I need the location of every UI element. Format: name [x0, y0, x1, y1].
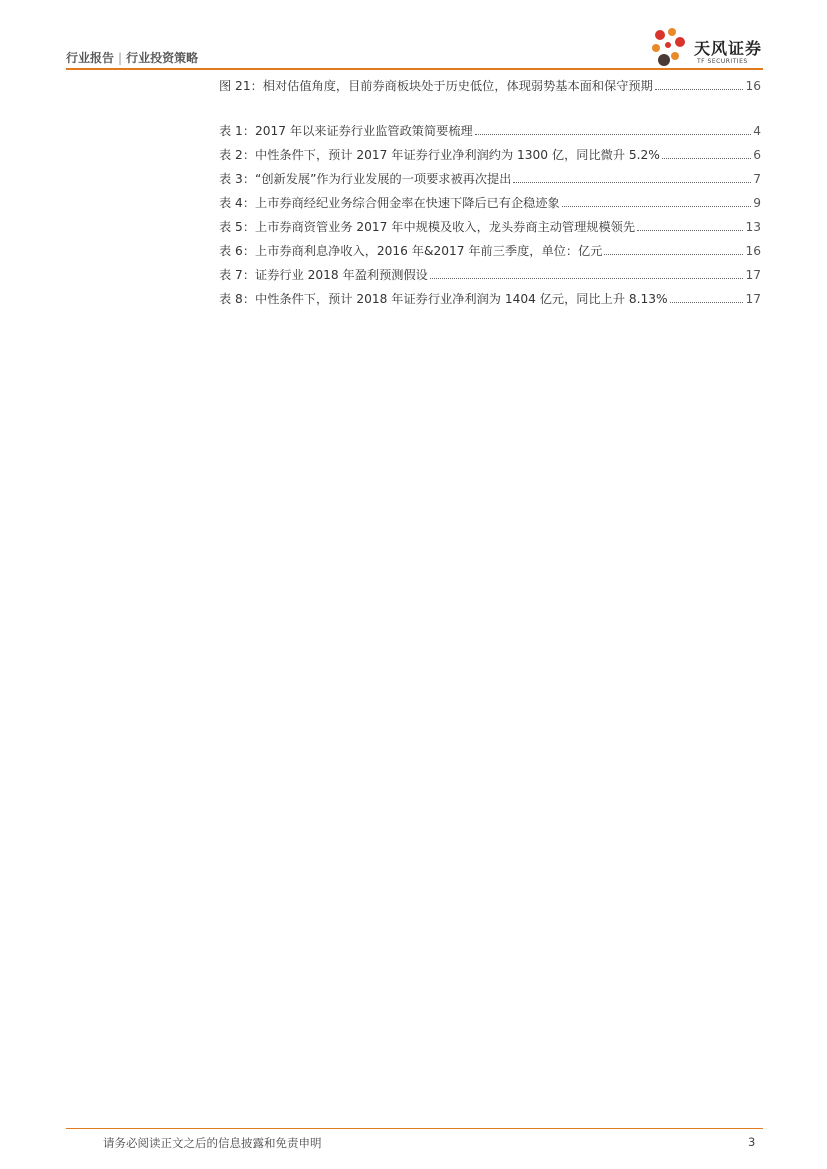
toc-entry-page: 6 — [753, 148, 761, 162]
toc-leader-dots — [430, 278, 744, 279]
toc-entry-page: 17 — [745, 268, 761, 282]
toc-entry-page: 7 — [753, 172, 761, 186]
toc-entry-table-6[interactable] — [219, 242, 761, 266]
figure-list — [219, 77, 761, 101]
table-list — [219, 122, 761, 314]
toc-entry-table-1[interactable] — [219, 122, 761, 146]
toc-entry-label: 表 1：2017 年以来证券行业监管政策简要梳理 — [219, 124, 473, 138]
toc-entry-page: 9 — [753, 196, 761, 210]
page-number: 3 — [748, 1135, 756, 1149]
toc-entry-page: 17 — [745, 292, 761, 306]
toc-entry-label: 表 6：上市券商利息净收入，2016 年&2017 年前三季度，单位：亿元 — [219, 244, 603, 258]
toc-leader-dots — [662, 158, 751, 159]
toc-leader-dots — [655, 89, 744, 90]
toc-leader-dots — [604, 254, 743, 255]
report-category — [66, 49, 198, 66]
toc-entry-label: 表 5：上市券商资管业务 2017 年中规模及收入，龙头券商主动管理规模领先 — [219, 220, 636, 234]
logo-subtitle: TF SECURITIES — [697, 58, 748, 65]
toc-entry-page: 16 — [745, 79, 761, 93]
header-divider — [66, 68, 763, 70]
logo-wordmark: 天风证券 — [694, 39, 763, 58]
toc-entry-label: 表 8：中性条件下，预计 2018 年证券行业净利润为 1404 亿元，同比上升 8.13% — [219, 292, 668, 306]
subcategory-label: 行业投资策略 — [126, 51, 199, 65]
toc-leader-dots — [637, 230, 743, 231]
toc-leader-dots — [670, 302, 744, 303]
toc-entry-page: 4 — [753, 124, 761, 138]
toc-entry-table-7[interactable] — [219, 266, 761, 290]
toc-entry-label: 表 4：上市券商经纪业务综合佣金率在快速下降后已有企稳迹象 — [219, 196, 560, 210]
category-label: 行业报告 — [66, 51, 115, 65]
toc-entry-label: 表 2：中性条件下，预计 2017 年证券行业净利润约为 1300 亿，同比微升 5.2% — [219, 148, 660, 162]
footer-disclaimer: 请务必阅读正文之后的信息披露和免责申明 — [103, 1136, 322, 1150]
toc-entry-label: 表 3：“创新发展”作为行业发展的一项要求被再次提出 — [219, 172, 512, 186]
toc-entry-table-4[interactable] — [219, 194, 761, 218]
footer-divider — [66, 1128, 763, 1129]
toc-leader-dots — [513, 182, 751, 183]
toc-entry-table-2[interactable] — [219, 146, 761, 170]
toc-entry-figure-21[interactable] — [219, 77, 761, 101]
toc-entry-page: 16 — [745, 244, 761, 258]
toc-entry-table-8[interactable] — [219, 290, 761, 314]
toc-entry-table-3[interactable] — [219, 170, 761, 194]
toc-entry-label: 表 7：证券行业 2018 年盈利预测假设 — [219, 268, 428, 282]
toc-entry-table-5[interactable] — [219, 218, 761, 242]
toc-leader-dots — [562, 206, 752, 207]
toc-entry-label: 图 21：相对估值角度，目前券商板块处于历史低位，体现弱势基本面和保守预期 — [219, 79, 653, 93]
toc-leader-dots — [475, 134, 752, 135]
toc-entry-page: 13 — [745, 220, 761, 234]
header-separator: | — [118, 51, 123, 65]
